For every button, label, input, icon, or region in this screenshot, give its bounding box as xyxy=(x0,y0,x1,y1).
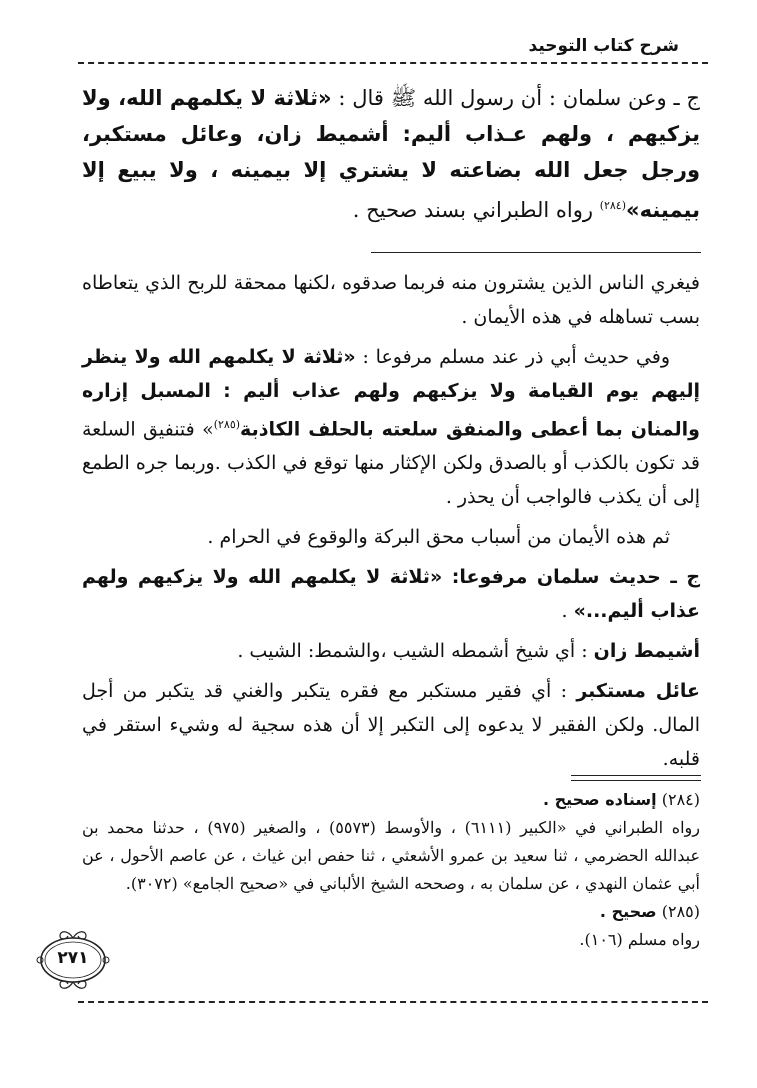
footnote-1-label: إسناده صحيح . xyxy=(542,790,657,809)
p2-hadith-text: «ثلاثة لا يكلمهم الله ولا ينظر إليهم يوم القيامة ولا يزكيهم ولهم عذاب أليم : المسبل إزاره والمنان بما أعطى والمنفق سلعته بالحلف الكاذبة xyxy=(82,346,700,441)
hadith-block xyxy=(82,80,700,228)
footnote-1-number: (٢٨٤) xyxy=(661,790,700,809)
footnote-separator xyxy=(571,775,701,781)
page-number-ornament xyxy=(30,920,116,1000)
p4-end: . xyxy=(561,600,574,623)
term-definition-1 xyxy=(82,634,700,668)
footnotes-block xyxy=(82,786,700,954)
p2-intro: وفي حديث أبي ذر عند مسلم مرفوعا : xyxy=(355,346,670,368)
section-separator xyxy=(371,252,701,253)
footer-divider xyxy=(78,1001,708,1003)
p2-footnote-ref: (٢٨٥) xyxy=(213,418,241,431)
footnote-2-heading xyxy=(82,898,700,926)
commentary-paragraph-4 xyxy=(82,560,700,628)
commentary-paragraph-1: فيغري الناس الذين يشترون منه فربما صدقوه ،لكنها ممحقة للربح الذي يتعاطاه بسب تساهله في هذه الأيمان . xyxy=(82,272,700,328)
footnote-1-text: رواه الطبراني في «الكبير (٦١١١) ، والأوسط (٥٥٧٣) ، والصغير (٩٧٥) ، حدثنا محمد بن عبدالله الحضرمي ، ثنا سعيد بن عمرو الأشعثي ، ثنا حفص ابن غياث ، عن عاصم الأحول ، عن أبي عثمان النهدي ، عن سلمان به ، وصححه الشيخ الألباني في «صحيح الجامع» (٣٠٧٢). xyxy=(82,818,701,893)
footnote-2-text: رواه مسلم (١٠٦). xyxy=(579,930,700,949)
page-number: ٢٧١ xyxy=(57,948,89,968)
p2-rest: » فتنفيق السلعة قد تكون بالكذب أو بالصدق ولكن الإكثار منها توقع في الكذب .وربما جره الطمع إلى أن يكذب فالواجب أن يحذر . xyxy=(82,418,700,509)
commentary-block xyxy=(82,266,700,782)
hadith-source: رواه الطبراني بسند صحيح . xyxy=(352,198,600,222)
term-definition-2 xyxy=(82,674,700,776)
term2-label: عائل مستكبر xyxy=(576,680,700,703)
hadith-footnote-ref: (٢٨٤) xyxy=(599,199,627,212)
term2-text: : أي فقير مستكبر مع فقره يتكبر والغني قد يتكبر من أجل المال. ولكن الفقير لا يدعوه إلى التكبر إلا أن هذه سجية له وشيء استقر في قلبه. xyxy=(82,680,700,771)
commentary-paragraph-2 xyxy=(82,340,700,514)
footnote-2-label: صحيح . xyxy=(599,902,657,921)
term1-label: أشيمط زان xyxy=(593,640,700,663)
hadith-intro: ج ـ وعن سلمان : أن رسول الله ﷺ قال : xyxy=(331,86,700,110)
hadith-text: «ثلاثة لا يكلمهم الله، ولا يزكيهم ، ولهم عـذاب أليم: أشميط زان، وعائل مستكبر، ورجل جعل الله بضاعته لا يشتري إلا بيمينه ، ولا يبيع إلا بيمينه» xyxy=(82,86,700,222)
p4-hadith-text: «ثلاثة لا يكلمهم الله ولا يزكيهم ولهم عذاب أليم...» xyxy=(82,566,700,623)
p4-intro: ج ـ حديث سلمان مرفوعا: xyxy=(442,566,701,589)
header-divider xyxy=(78,62,708,64)
footnote-2-number: (٢٨٥) xyxy=(661,902,700,921)
running-header-title: شرح كتاب التوحيد xyxy=(528,36,679,56)
footnote-1-heading xyxy=(82,786,700,814)
commentary-paragraph-3: ثم هذه الأيمان من أسباب محق البركة والوقوع في الحرام . xyxy=(207,526,670,549)
term1-text: : أي شيخ أشمطه الشيب ،والشمط: الشيب . xyxy=(237,640,594,663)
